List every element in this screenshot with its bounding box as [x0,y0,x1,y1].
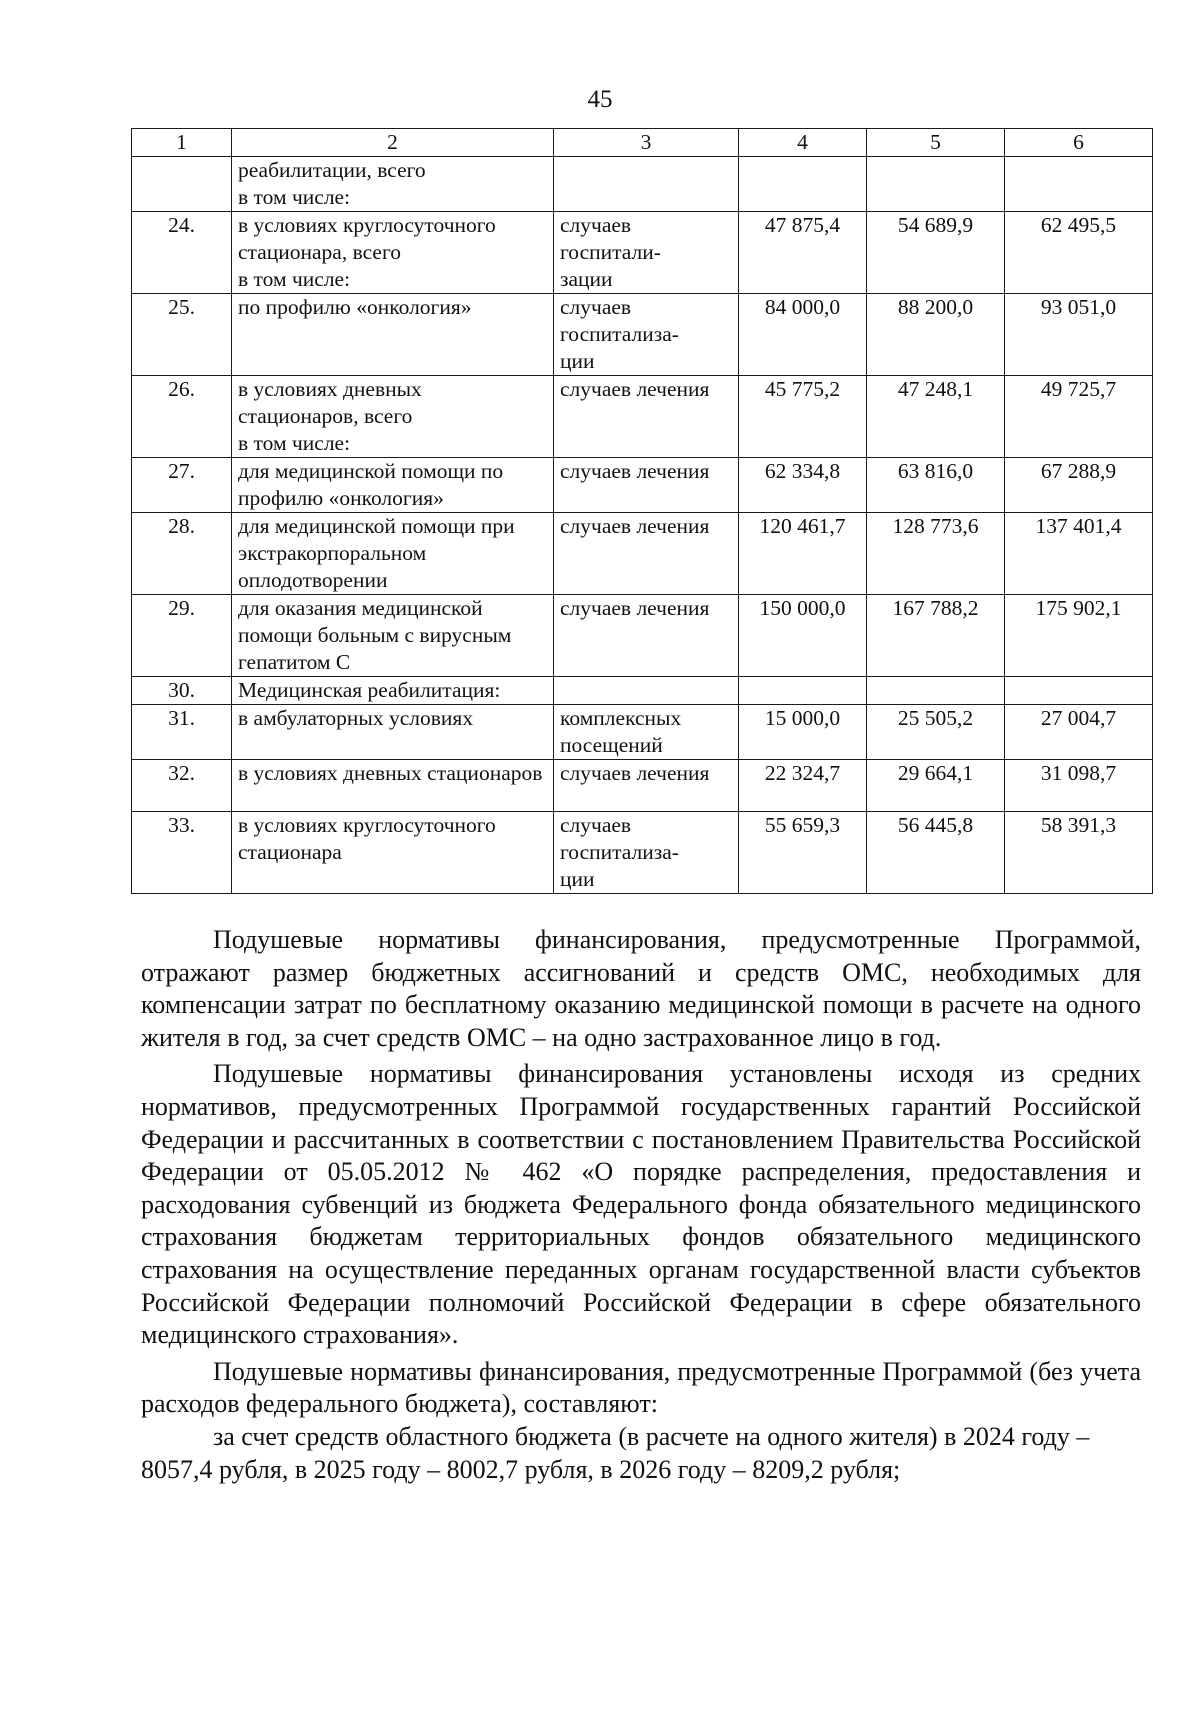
table-cell-name: по профилю «онкология» [232,294,554,376]
table-row [132,812,1153,894]
table-cell-v2026: 58 391,3 [1005,812,1153,894]
table-cell-num: 31. [132,705,232,760]
table-cell-v2024: 84 000,0 [739,294,867,376]
table-cell-v2025: 47 248,1 [867,376,1005,458]
paragraph-1: Подушевые нормативы финансирования, предусмотренные Программой, отражают размер бюджетных ассигнований и средств ОМС, необходимых для компенсации затрат по бесплатному оказанию медицинской помощи в расчете на одного жителя в год, за счет средств ОМС – на одно застрахованное лицо в год. [141,925,1141,1052]
table-cell-unit: случаев лечения [554,376,739,458]
table-cell-v2026: 175 902,1 [1005,595,1153,677]
col-header-1: 1 [132,129,232,157]
paragraph-2: Подушевые нормативы финансирования установлены исходя из средних нормативов, предусмотренных Программой государственных гарантий Российской Федерации и рассчитанных в соответствии с постановлением Правительства Российской Федерации от 05.05.2012 № 462 «О порядке распределения, предоставления и расходования субвенций из бюджета Федерального фонда обязательного медицинского страхования бюджетам территориальных фондов обязательного медицинского страхования на осуществление переданных органам государственной власти субъектов Российской Федерации полномочий Российской Федерации в сфере обязательного медицинского страхования». [141,1059,1141,1350]
table-cell-v2026: 27 004,7 [1005,705,1153,760]
table-cell-num: 32. [132,760,232,812]
table-cell-v2025 [867,157,1005,212]
table-cell-unit: случаев лечения [554,760,739,812]
table-cell-num: 25. [132,294,232,376]
table-row [132,760,1153,812]
table-cell-num: 27. [132,458,232,513]
table-cell-v2026: 137 401,4 [1005,513,1153,595]
table-cell-num [132,157,232,212]
table-body [132,157,1153,894]
table-cell-v2025 [867,677,1005,705]
table-cell-v2024 [739,677,867,705]
col-header-4: 4 [739,129,867,157]
table-cell-name: в условиях дневных стационаров [232,760,554,812]
table-cell-unit: случаев госпитализа- ции [554,294,739,376]
table-cell-name: в амбулаторных условиях [232,705,554,760]
table-cell-name: в условиях круглосуточного стационара, всего в том числе: [232,212,554,294]
table-cell-unit [554,677,739,705]
table-row [132,677,1153,705]
table-cell-v2025: 128 773,6 [867,513,1005,595]
table-cell-v2026: 49 725,7 [1005,376,1153,458]
table-cell-num: 26. [132,376,232,458]
table-cell-v2024: 150 000,0 [739,595,867,677]
table-cell-v2024: 120 461,7 [739,513,867,595]
table-cell-v2024: 45 775,2 [739,376,867,458]
table-cell-v2024: 47 875,4 [739,212,867,294]
table-cell-v2025: 29 664,1 [867,760,1005,812]
table-cell-num: 24. [132,212,232,294]
col-header-3: 3 [554,129,739,157]
table-cell-unit: комплексных посещений [554,705,739,760]
table-cell-v2024: 55 659,3 [739,812,867,894]
table-cell-v2024: 15 000,0 [739,705,867,760]
table-cell-v2024: 62 334,8 [739,458,867,513]
table-header-row [132,129,1153,157]
table-cell-unit: случаев лечения [554,595,739,677]
body-text [141,924,1141,1486]
table-cell-v2025: 88 200,0 [867,294,1005,376]
table-row [132,705,1153,760]
table-cell-v2024: 22 324,7 [739,760,867,812]
table-cell-num: 28. [132,513,232,595]
table-cell-unit: случаев госпитализа- ции [554,812,739,894]
financing-table [131,128,1153,894]
paragraph-3: Подушевые нормативы финансирования, предусмотренные Программой (без учета расходов федерального бюджета), составляют: [141,1356,1141,1419]
table-cell-v2025: 167 788,2 [867,595,1005,677]
table-cell-v2025: 25 505,2 [867,705,1005,760]
table-row [132,376,1153,458]
table-cell-v2025: 63 816,0 [867,458,1005,513]
table-row [132,458,1153,513]
table-cell-num: 29. [132,595,232,677]
col-header-2: 2 [232,129,554,157]
table-row [132,595,1153,677]
table-cell-unit: случаев госпитали- зации [554,212,739,294]
table-cell-v2025: 54 689,9 [867,212,1005,294]
table-cell-name: реабилитации, всего в том числе: [232,157,554,212]
table-cell-v2026 [1005,677,1153,705]
table-cell-name: для медицинской помощи при экстракорпоральном оплодотворении [232,513,554,595]
table-cell-name: для медицинской помощи по профилю «онкология» [232,458,554,513]
table-cell-v2026: 67 288,9 [1005,458,1153,513]
table-cell-name: в условиях круглосуточного стационара [232,812,554,894]
table-row [132,513,1153,595]
paragraph-4: за счет средств областного бюджета (в расчете на одного жителя) в 2024 году – 8057,4 рубля, в 2025 году – 8002,7 рубля, в 2026 году – 8209,2 рубля; [141,1421,1090,1484]
table-cell-name: Медицинская реабилитация: [232,677,554,705]
table-cell-name: для оказания медицинской помощи больным с вирусным гепатитом С [232,595,554,677]
table-cell-unit: случаев лечения [554,458,739,513]
table-cell-unit: случаев лечения [554,513,739,595]
table-row [132,157,1153,212]
table-cell-v2025: 56 445,8 [867,812,1005,894]
table-cell-num: 30. [132,677,232,705]
table-cell-v2026: 62 495,5 [1005,212,1153,294]
table-cell-v2026: 93 051,0 [1005,294,1153,376]
col-header-6: 6 [1005,129,1153,157]
table-cell-unit [554,157,739,212]
table-cell-name: в условиях дневных стационаров, всего в том числе: [232,376,554,458]
table-cell-num: 33. [132,812,232,894]
table-row [132,212,1153,294]
col-header-5: 5 [867,129,1005,157]
table-cell-v2026 [1005,157,1153,212]
table-cell-v2026: 31 098,7 [1005,760,1153,812]
table-cell-v2024 [739,157,867,212]
page-number: 45 [587,86,613,113]
table-row [132,294,1153,376]
